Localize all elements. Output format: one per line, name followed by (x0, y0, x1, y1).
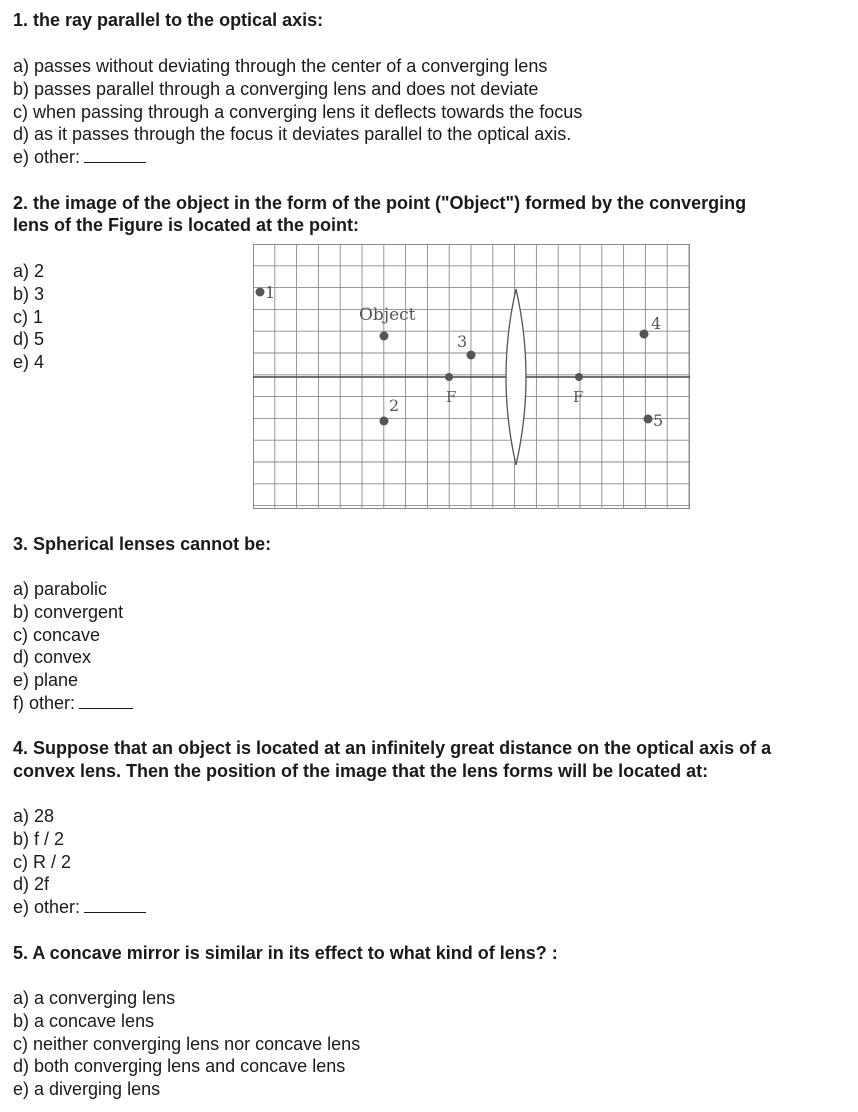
answer-blank[interactable] (84, 911, 146, 913)
question-3-title: 3. Spherical lenses cannot be: (13, 534, 272, 554)
option: d) convex (13, 647, 92, 668)
lens-figure (253, 244, 690, 509)
option: d) as it passes through the focus it deviates parallel to the optical axis. (13, 124, 572, 145)
answer-blank[interactable] (84, 161, 146, 163)
option: b) passes parallel through a converging lens and does not deviate (13, 78, 539, 99)
option: a) parabolic (13, 579, 108, 599)
option: b) a concave lens (13, 1010, 155, 1031)
point-1 (256, 288, 265, 297)
option: d) both converging lens and concave lens (13, 1056, 346, 1077)
focus-label-left: F (446, 388, 457, 406)
option: b) f / 2 (13, 828, 65, 849)
option: a) 28 (13, 806, 55, 826)
question-2-title-line-1: 2. the image of the object in the form of the point ("Object") formed by the converging (13, 193, 747, 213)
option: d) 2f (13, 874, 50, 895)
point-2 (380, 417, 389, 426)
option-label: e) other: (13, 147, 81, 168)
object-label: Object (359, 305, 416, 325)
question-2-title-line-2: lens of the Figure is located at the point: (13, 215, 360, 235)
option: b) convergent (13, 601, 124, 622)
question-4-title-line-2: convex lens. Then the position of the image that the lens forms will be located at: (13, 761, 709, 781)
point-5 (644, 415, 653, 424)
question-4-options (13, 805, 146, 919)
question-1-options (13, 55, 582, 169)
focus-point-left (445, 373, 453, 381)
option: c) 1 (13, 306, 44, 327)
option: c) concave (13, 624, 101, 645)
point-3-label: 3 (457, 332, 468, 351)
option: e) 4 (13, 352, 45, 373)
option: a) a converging lens (13, 988, 176, 1008)
option: a) passes without deviating through the center of a converging lens (13, 56, 548, 76)
point-1-label: 1 (265, 283, 276, 302)
object-point (380, 332, 389, 341)
option-with-blank (13, 896, 146, 919)
option: b) 3 (13, 283, 45, 304)
question-5-title: 5. A concave mirror is similar in its effect to what kind of lens? : (13, 943, 558, 963)
question-2-options (13, 260, 44, 374)
focus-point-right (575, 373, 583, 381)
option: e) a diverging lens (13, 1079, 161, 1100)
answer-blank[interactable] (79, 707, 133, 709)
option: c) R / 2 (13, 851, 72, 872)
question-5-options (13, 987, 360, 1101)
question-1-title: 1. the ray parallel to the optical axis: (13, 10, 324, 30)
point-4 (640, 330, 649, 339)
option: c) neither converging lens nor concave lens (13, 1033, 361, 1054)
point-2-label: 2 (389, 396, 400, 415)
option: e) plane (13, 670, 79, 691)
option-with-blank (13, 146, 582, 169)
option-label: f) other: (13, 692, 76, 713)
option-label: e) other: (13, 897, 81, 918)
question-3-options (13, 578, 133, 715)
focus-label-right: F (573, 388, 584, 406)
point-5-label: 5 (653, 411, 664, 430)
question-4-title-line-1: 4. Suppose that an object is located at an infinitely great distance on the optical axis of a (13, 738, 772, 758)
point-3 (467, 351, 476, 360)
point-4-label: 4 (651, 314, 662, 333)
converging-lens (506, 289, 526, 465)
option: c) when passing through a converging lens it deflects towards the focus (13, 101, 583, 122)
option: a) 2 (13, 261, 45, 281)
option-with-blank (13, 692, 133, 715)
option: d) 5 (13, 329, 45, 350)
